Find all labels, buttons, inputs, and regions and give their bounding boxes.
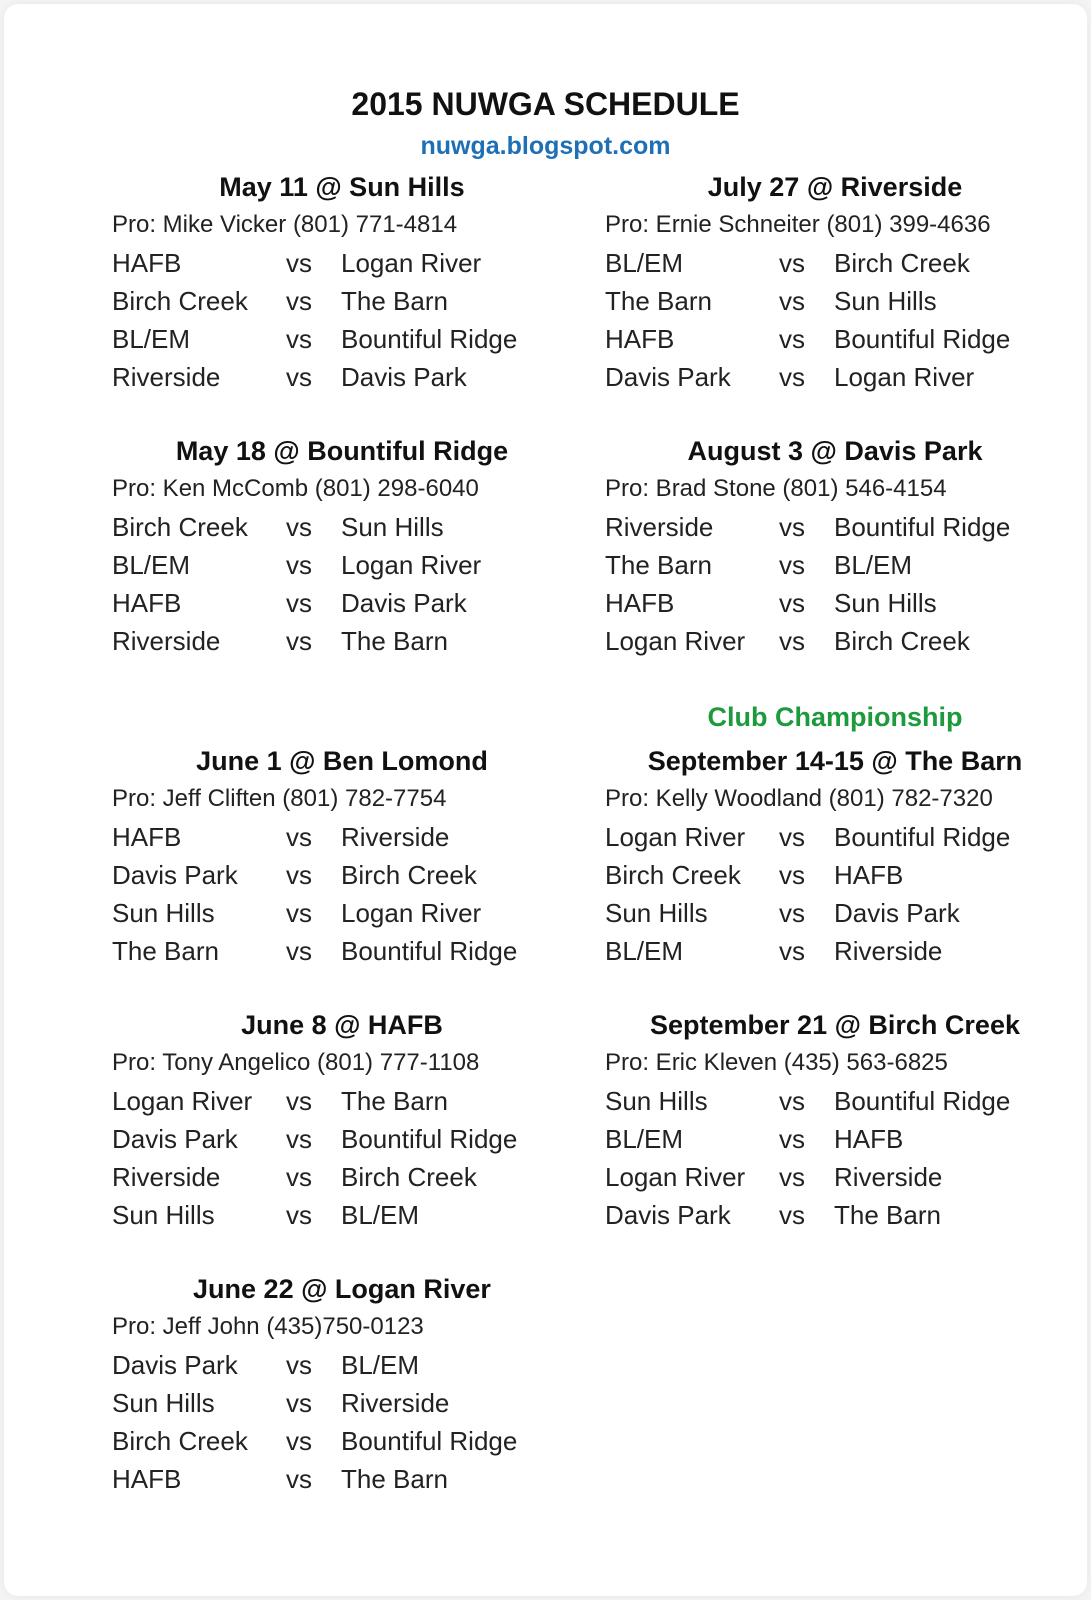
match-row — [605, 546, 1065, 584]
away-team: Riverside — [341, 822, 450, 852]
vs-label: vs — [779, 324, 805, 354]
match-row — [605, 508, 1065, 546]
match-row — [112, 1422, 572, 1460]
vs-label: vs — [286, 1162, 312, 1192]
away-team: Bountiful Ridge — [341, 1124, 518, 1154]
vs-label: vs — [286, 1200, 312, 1230]
home-team: Davis Park — [112, 860, 238, 890]
home-team: Sun Hills — [112, 1200, 215, 1230]
home-team: HAFB — [605, 324, 675, 354]
away-team: Bountiful Ridge — [341, 1426, 518, 1456]
away-team: The Barn — [341, 626, 448, 656]
vs-label: vs — [779, 512, 805, 542]
home-team: Logan River — [112, 1086, 253, 1116]
away-team: Sun Hills — [341, 512, 444, 542]
match-row — [112, 546, 572, 584]
match-row — [605, 856, 1065, 894]
away-team: Birch Creek — [341, 1162, 477, 1192]
away-team: BL/EM — [834, 550, 913, 580]
vs-label: vs — [286, 324, 312, 354]
home-team: Sun Hills — [605, 898, 708, 928]
away-team: Birch Creek — [834, 626, 970, 656]
event-block-may-11 — [112, 168, 572, 396]
event-block-august-3 — [605, 432, 1065, 660]
match-row — [112, 894, 572, 932]
event-block-june-1 — [112, 742, 572, 970]
away-team: Bountiful Ridge — [834, 1086, 1011, 1116]
match-row — [112, 932, 572, 970]
event-heading: May 18 @ Bountiful Ridge — [175, 436, 509, 466]
vs-label: vs — [286, 1426, 312, 1456]
away-team: Logan River — [341, 550, 482, 580]
away-team: Bountiful Ridge — [834, 512, 1011, 542]
event-block-june-22 — [112, 1270, 572, 1498]
match-row — [112, 1346, 572, 1384]
vs-label: vs — [286, 550, 312, 580]
home-team: Riverside — [112, 626, 221, 656]
event-pro-contact: Pro: Mike Vicker (801) 771-4814 — [112, 211, 458, 238]
away-team: Sun Hills — [834, 286, 937, 316]
home-team: Sun Hills — [112, 898, 215, 928]
home-team: Logan River — [605, 626, 746, 656]
home-team: BL/EM — [605, 248, 684, 278]
away-team: Riverside — [834, 936, 943, 966]
vs-label: vs — [779, 1162, 805, 1192]
match-row — [112, 1460, 572, 1498]
home-team: HAFB — [112, 588, 182, 618]
away-team: The Barn — [341, 1086, 448, 1116]
away-team: The Barn — [341, 286, 448, 316]
page-title: 2015 NUWGA SCHEDULE — [351, 86, 740, 122]
home-team: Riverside — [112, 1162, 221, 1192]
event-pro-contact: Pro: Ken McComb (801) 298-6040 — [112, 475, 479, 502]
vs-label: vs — [779, 822, 805, 852]
home-team: Sun Hills — [112, 1388, 215, 1418]
match-row — [605, 358, 1065, 396]
vs-label: vs — [286, 512, 312, 542]
vs-label: vs — [286, 1388, 312, 1418]
vs-label: vs — [286, 588, 312, 618]
event-pro-contact: Pro: Jeff Cliften (801) 782-7754 — [112, 785, 447, 812]
match-row — [112, 856, 572, 894]
match-row — [112, 1384, 572, 1422]
home-team: Birch Creek — [112, 286, 248, 316]
match-row — [605, 1158, 1065, 1196]
vs-label: vs — [286, 248, 312, 278]
home-team: BL/EM — [112, 550, 191, 580]
match-row — [112, 508, 572, 546]
match-row — [605, 818, 1065, 856]
away-team: Logan River — [341, 898, 482, 928]
match-row — [112, 584, 572, 622]
away-team: Logan River — [834, 362, 975, 392]
match-row — [112, 282, 572, 320]
home-team: Birch Creek — [605, 860, 741, 890]
event-block-september-14-15 — [605, 702, 1065, 970]
home-team: BL/EM — [112, 324, 191, 354]
away-team: HAFB — [834, 1124, 904, 1154]
vs-label: vs — [779, 248, 805, 278]
event-block-june-8 — [112, 1006, 572, 1234]
match-row — [112, 320, 572, 358]
vs-label: vs — [779, 1086, 805, 1116]
event-block-july-27 — [605, 168, 1065, 396]
event-pro-contact: Pro: Jeff John (435)750-0123 — [112, 1313, 424, 1340]
vs-label: vs — [286, 362, 312, 392]
away-team: Birch Creek — [341, 860, 477, 890]
event-heading: June 8 @ HAFB — [241, 1010, 443, 1040]
vs-label: vs — [286, 898, 312, 928]
home-team: Davis Park — [605, 362, 731, 392]
vs-label: vs — [286, 626, 312, 656]
home-team: BL/EM — [605, 1124, 684, 1154]
match-row — [112, 1158, 572, 1196]
away-team: The Barn — [834, 1200, 941, 1230]
away-team: Davis Park — [341, 588, 467, 618]
match-row — [605, 894, 1065, 932]
vs-label: vs — [286, 1086, 312, 1116]
away-team: BL/EM — [341, 1350, 420, 1380]
vs-label: vs — [779, 860, 805, 890]
match-row — [112, 1196, 572, 1234]
away-team: Riverside — [341, 1388, 450, 1418]
site-url-link[interactable]: nuwga.blogspot.com — [420, 132, 671, 160]
match-row — [605, 1196, 1065, 1234]
event-heading: June 22 @ Logan River — [193, 1274, 491, 1304]
match-row — [605, 1082, 1065, 1120]
vs-label: vs — [286, 1124, 312, 1154]
match-row — [112, 1120, 572, 1158]
away-team: Logan River — [341, 248, 482, 278]
event-pro-contact: Pro: Ernie Schneiter (801) 399-4636 — [605, 211, 991, 238]
vs-label: vs — [779, 550, 805, 580]
vs-label: vs — [779, 936, 805, 966]
event-heading: May 11 @ Sun Hills — [219, 172, 465, 202]
home-team: HAFB — [605, 588, 675, 618]
event-heading: July 27 @ Riverside — [707, 172, 963, 202]
home-team: Davis Park — [112, 1124, 238, 1154]
match-row — [112, 818, 572, 856]
home-team: The Barn — [605, 550, 712, 580]
home-team: BL/EM — [605, 936, 684, 966]
match-row — [605, 244, 1065, 282]
away-team: Davis Park — [834, 898, 960, 928]
away-team: Sun Hills — [834, 588, 937, 618]
away-team: HAFB — [834, 860, 904, 890]
vs-label: vs — [286, 860, 312, 890]
home-team: Sun Hills — [605, 1086, 708, 1116]
away-team: Birch Creek — [834, 248, 970, 278]
home-team: Riverside — [112, 362, 221, 392]
match-row — [605, 282, 1065, 320]
event-heading: September 14-15 @ The Barn — [647, 746, 1023, 776]
vs-label: vs — [779, 588, 805, 618]
vs-label: vs — [779, 626, 805, 656]
home-team: Logan River — [605, 822, 746, 852]
vs-label: vs — [286, 822, 312, 852]
event-pro-contact: Pro: Eric Kleven (435) 563-6825 — [605, 1049, 948, 1076]
match-row — [605, 932, 1065, 970]
event-pro-contact: Pro: Kelly Woodland (801) 782-7320 — [605, 785, 993, 812]
vs-label: vs — [286, 1464, 312, 1494]
home-team: HAFB — [112, 1464, 182, 1494]
home-team: HAFB — [112, 822, 182, 852]
away-team: Bountiful Ridge — [834, 324, 1011, 354]
club-championship-label: Club Championship — [707, 702, 963, 732]
home-team: Riverside — [605, 512, 714, 542]
home-team: The Barn — [605, 286, 712, 316]
match-row — [112, 358, 572, 396]
event-block-may-18 — [112, 432, 572, 660]
away-team: Bountiful Ridge — [341, 936, 518, 966]
match-row — [605, 584, 1065, 622]
match-row — [112, 622, 572, 660]
vs-label: vs — [779, 1124, 805, 1154]
event-pro-contact: Pro: Brad Stone (801) 546-4154 — [605, 475, 947, 502]
away-team: Riverside — [834, 1162, 943, 1192]
vs-label: vs — [286, 286, 312, 316]
away-team: The Barn — [341, 1464, 448, 1494]
away-team: Bountiful Ridge — [834, 822, 1011, 852]
away-team: Davis Park — [341, 362, 467, 392]
match-row — [112, 244, 572, 282]
match-row — [605, 320, 1065, 358]
match-row — [112, 1082, 572, 1120]
event-pro-contact: Pro: Tony Angelico (801) 777-1108 — [112, 1049, 480, 1076]
event-heading: September 21 @ Birch Creek — [650, 1010, 1020, 1040]
vs-label: vs — [286, 936, 312, 966]
home-team: Birch Creek — [112, 1426, 248, 1456]
event-block-september-21 — [605, 1006, 1065, 1234]
match-row — [605, 1120, 1065, 1158]
away-team: Bountiful Ridge — [341, 324, 518, 354]
event-heading: August 3 @ Davis Park — [687, 436, 983, 466]
home-team: Logan River — [605, 1162, 746, 1192]
vs-label: vs — [779, 286, 805, 316]
home-team: The Barn — [112, 936, 219, 966]
home-team: Davis Park — [605, 1200, 731, 1230]
vs-label: vs — [779, 362, 805, 392]
away-team: BL/EM — [341, 1200, 420, 1230]
vs-label: vs — [286, 1350, 312, 1380]
event-heading: June 1 @ Ben Lomond — [196, 746, 488, 776]
vs-label: vs — [779, 1200, 805, 1230]
vs-label: vs — [779, 898, 805, 928]
home-team: HAFB — [112, 248, 182, 278]
match-row — [605, 622, 1065, 660]
home-team: Birch Creek — [112, 512, 248, 542]
home-team: Davis Park — [112, 1350, 238, 1380]
